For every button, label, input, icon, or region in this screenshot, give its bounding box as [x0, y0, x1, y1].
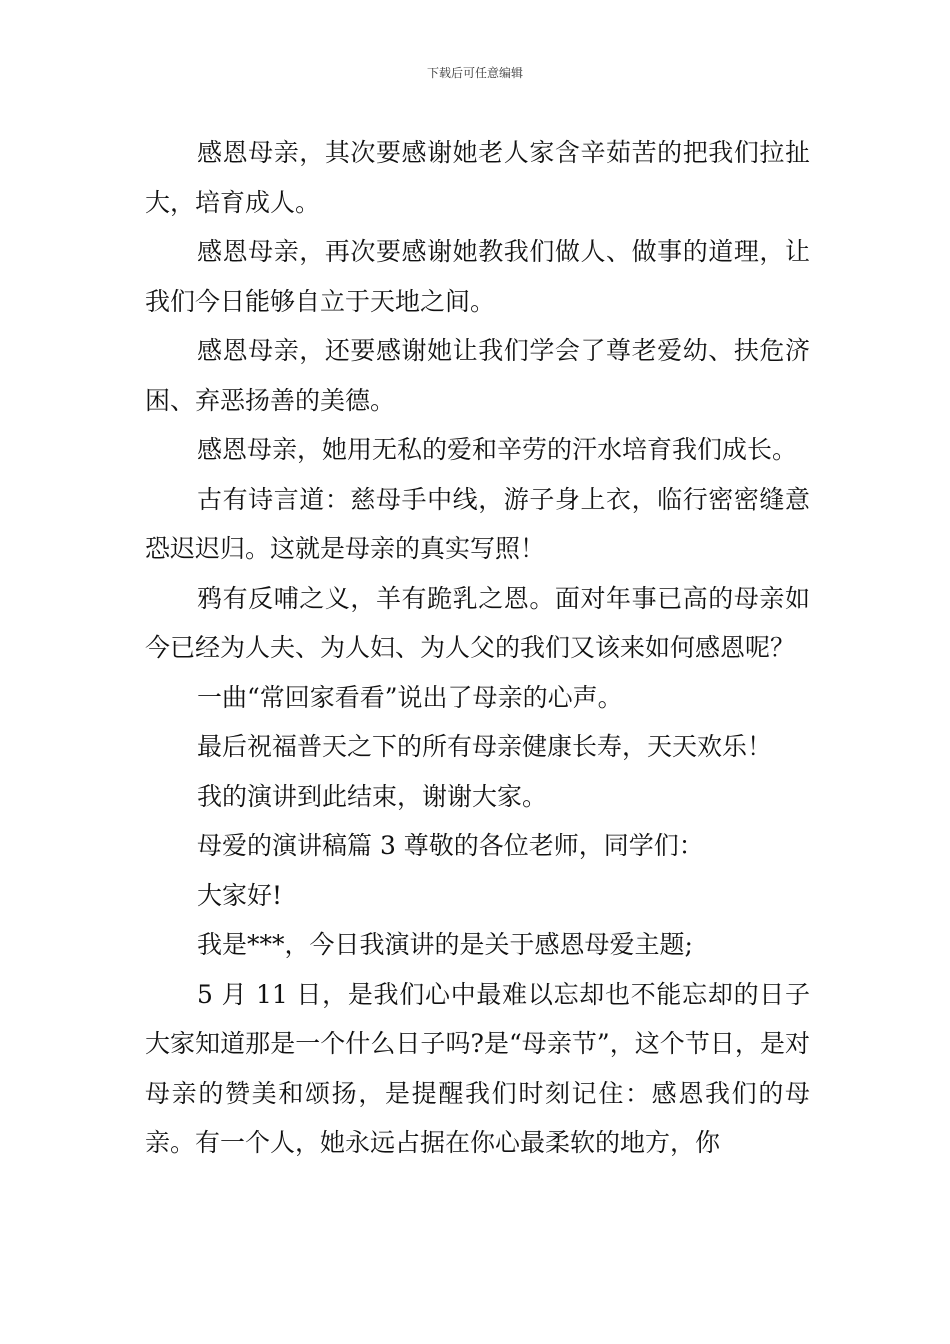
- paragraph-3: 感恩母亲，还要感谢她让我们学会了尊老爱幼、扶危济困、弃恶扬善的美德。: [145, 336, 810, 415]
- paragraph-1: 感恩母亲，其次要感谢她老人家含辛茹苦的把我们拉扯大，培育成人。: [145, 138, 810, 217]
- paragraph-13: 5 月 11 日，是我们心中最难以忘却也不能忘却的日子大家知道那是一个什么日子吗?是“母亲节”，这个节日，是对母亲的赞美和颂扬，是提醒我们时刻记住：感恩我们的母亲。有一个人，她永远占据在你心最柔软的地方，你: [145, 979, 810, 1157]
- document-body: [145, 128, 810, 1168]
- paragraph-7: 一曲“常回家看看”说出了母亲的心声。: [197, 682, 623, 712]
- paragraph-9: 我的演讲到此结束，谢谢大家。: [197, 781, 548, 811]
- paragraph-2: 感恩母亲，再次要感谢她教我们做人、做事的道理，让我们今日能够自立于天地之间。: [145, 237, 810, 316]
- paragraph-11: 大家好!: [197, 880, 283, 910]
- paragraph-6: 鸦有反哺之义，羊有跪乳之恩。面对年事已高的母亲如今已经为人夫、为人妇、为人父的我们又该来如何感恩呢？: [145, 583, 810, 662]
- paragraph-5: 古有诗言道：慈母手中线，游子身上衣，临行密密缝意恐迟迟归。这就是母亲的真实写照！: [145, 484, 810, 563]
- paragraph-4: 感恩母亲，她用无私的爱和辛劳的汗水培育我们成长。: [197, 435, 798, 464]
- paragraph-10: 母爱的演讲稿篇 3 尊敬的各位老师，同学们：: [197, 831, 704, 860]
- page-header-note: 下载后可任意编辑: [426, 66, 523, 80]
- paragraph-12: 我是***，今日我演讲的是关于感恩母爱主题;: [197, 930, 693, 959]
- paragraph-8: 最后祝福普天之下的所有母亲健康长寿，天天欢乐！: [197, 732, 773, 761]
